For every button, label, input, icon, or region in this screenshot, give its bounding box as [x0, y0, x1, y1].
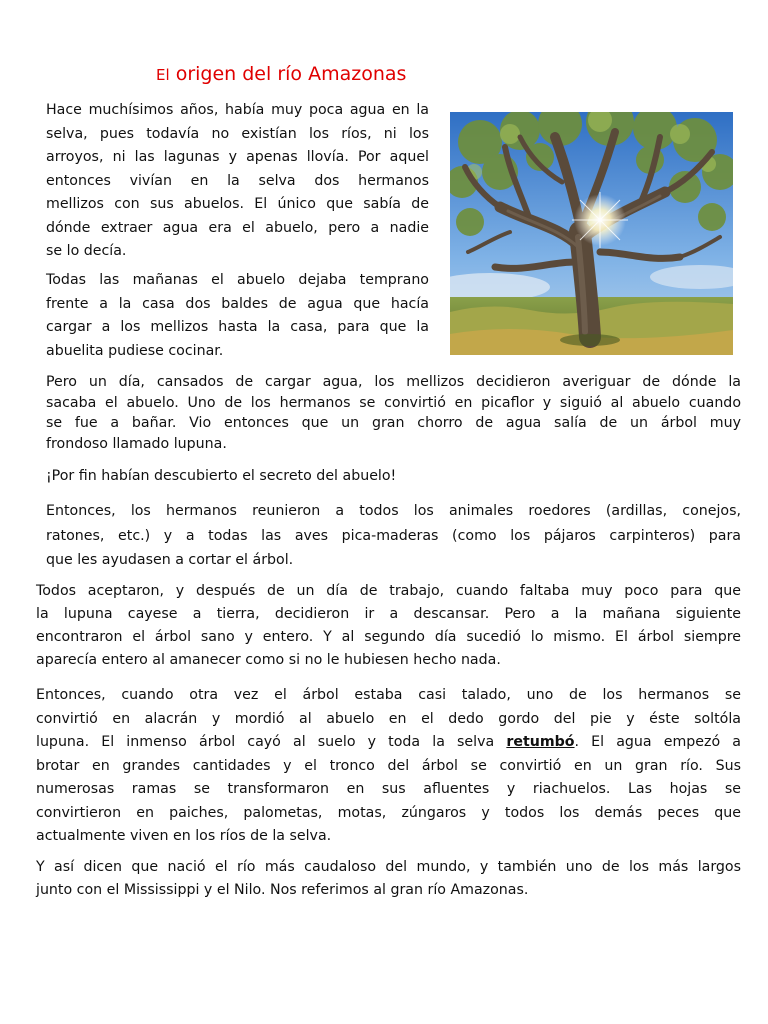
text-line: junto con el Mississippi y el Nilo. Nos referimos al gran río Amazonas. [36, 882, 529, 898]
title-rest: origen del río Amazonas [175, 63, 407, 85]
paragraph-5 [46, 499, 741, 573]
text-line: Hace muchísimos años, había muy poca agua en la [46, 102, 429, 118]
text-line: se lo decía. [46, 243, 127, 259]
text-line: se fue a bañar. Vio entonces que un gran chorro de agua salía de un árbol muy [46, 415, 741, 431]
text-line: aparecía entero al amanecer como si no le hubiesen hecho nada. [36, 652, 501, 668]
text-line: sacaba el abuelo. Uno de los hermanos se convirtió en picaflor y siguió al abuelo cuando [46, 394, 741, 411]
text-line: frente a la casa dos baldes de agua que hacía [46, 295, 429, 312]
highlighted-word: retumbó [506, 734, 575, 750]
text-line: Entonces, cuando otra vez el árbol estaba casi talado, uno de los hermanos se [36, 687, 741, 703]
paragraph-2 [46, 269, 429, 363]
title-el: El [156, 66, 170, 84]
text-line: abuelita pudiese cocinar. [46, 342, 224, 359]
text-line: selva, pues todavía no existían los ríos, ni los [46, 125, 429, 142]
text-fragment: . El agua empezó a [574, 734, 741, 750]
paragraph-1 [46, 99, 429, 264]
text-line: Y así dicen que nació el río más caudaloso del mundo, y también uno de los más largos [36, 859, 741, 875]
paragraph-4 [46, 465, 741, 489]
paragraph-6 [36, 580, 741, 672]
text-fragment: lupuna. El inmenso árbol cayó al suelo y toda la selva [36, 734, 507, 750]
paragraph-3 [46, 372, 741, 454]
text-line: convirtió en alacrán y mordió al abuelo en el dedo gordo del pie y éste soltóla [36, 710, 741, 727]
text-line: arroyos, ni las lagunas y apenas llovía. Por aquel [46, 149, 429, 165]
text-line: que les ayudasen a cortar el árbol. [46, 552, 294, 568]
text-line: Todas las mañanas el abuelo dejaba temprano [46, 272, 429, 288]
text-line: frondoso llamado lupuna. [46, 435, 227, 452]
tree-image [450, 112, 733, 355]
text-line: brotar en grandes cantidades y el tronco del árbol se convirtió en un gran río. Sus [36, 757, 741, 774]
paragraph-8 [36, 856, 741, 902]
text-line: entonces vivían en la selva dos hermanos [46, 172, 429, 189]
text-line: encontraron el árbol sano y entero. Y al segundo día sucedió lo mismo. El árbol siempre [36, 629, 741, 645]
text-line-with-keyword [36, 731, 741, 755]
text-line: numerosas ramas se transformaron en sus afluentes y riachuelos. Las hojas se [36, 781, 741, 797]
text-line: actualmente viven en los ríos de la selva. [36, 828, 332, 844]
text-line: ¡Por fin habían descubierto el secreto del abuelo! [46, 468, 397, 484]
text-line: cargar a los mellizos hasta la casa, para que la [46, 319, 429, 335]
page-title [156, 60, 406, 89]
text-line: mellizos con sus abuelos. El único que sabía de [46, 196, 429, 212]
text-line: la lupuna cayese a tierra, decidieron ir a descansar. Pero a la mañana siguiente [36, 606, 741, 622]
paragraph-7 [36, 684, 741, 849]
text-line: Todos aceptaron, y después de un día de trabajo, cuando faltaba muy poco para que [36, 583, 741, 599]
text-line: Pero un día, cansados de cargar agua, los mellizos decidieron averiguar de dónde la [46, 374, 741, 390]
text-line: dónde extraer agua era el abuelo, pero a nadie [46, 219, 429, 236]
text-line: convirtieron en paiches, palometas, motas, zúngaros y todos los demás peces que [36, 804, 741, 821]
text-line: Entonces, los hermanos reunieron a todos los animales roedores (ardillas, conejos, [46, 503, 741, 519]
text-line: ratones, etc.) y a todas las aves pica-maderas (como los pájaros carpinteros) para [46, 527, 741, 544]
